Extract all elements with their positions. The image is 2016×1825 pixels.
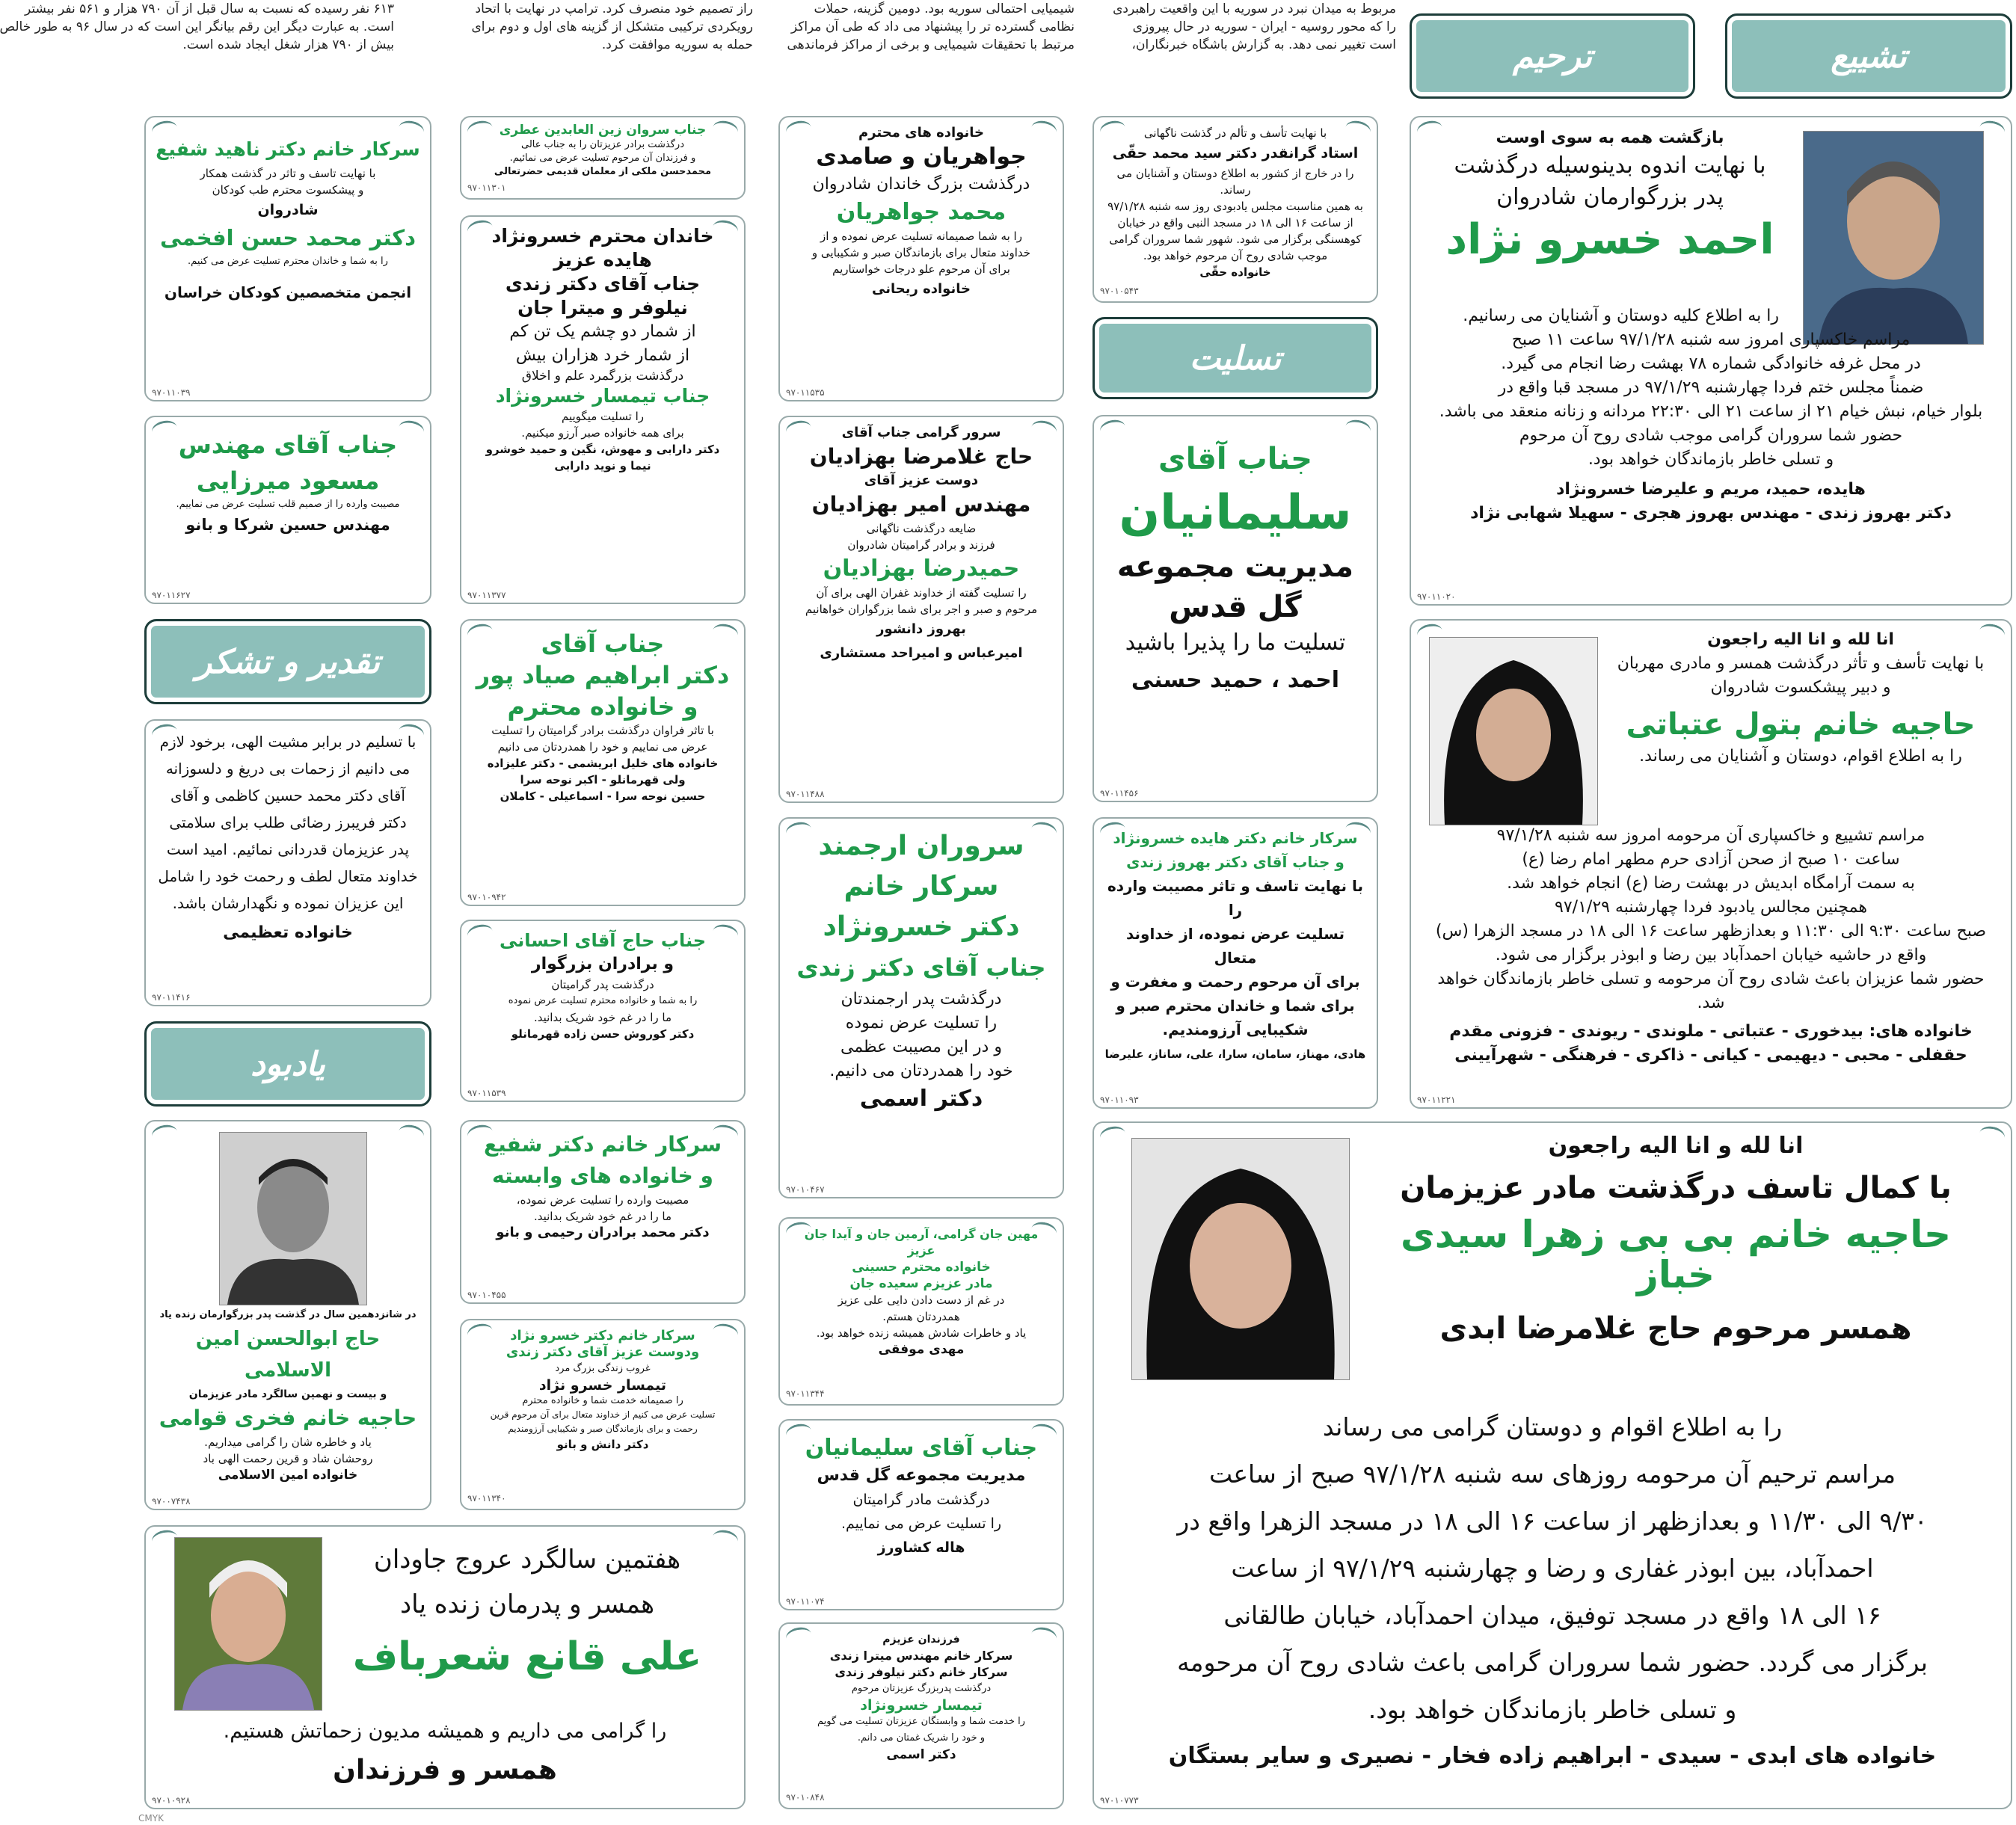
banner-tarhim: ترحیم	[1410, 13, 1695, 99]
text-line: و تسلی خاطر بازماندگان خواهد بود.	[1588, 450, 1834, 469]
news-column-1	[0, 0, 400, 75]
ad-amin	[144, 1120, 431, 1510]
ad-mahin	[778, 1217, 1064, 1406]
recipient-name: حاج غلامرضا بهزادیان	[809, 444, 1033, 469]
text-line: و جناب آقای دکتر بهروز زندی	[1126, 853, 1344, 871]
text-line: فرزند و برادر گرامیتان شادروان	[847, 538, 995, 552]
ad-soleimanian-small	[778, 1419, 1064, 1610]
deceased-name: حاج ابوالحسن امین الاسلامی	[195, 1328, 381, 1382]
signature: هایده، حمید، مریم و علیرضا خسرونژاد	[1556, 480, 1866, 499]
text-line: را تسلیت عرض نموده	[845, 1014, 998, 1032]
deceased-name: تیمسار خسرونژاد	[860, 1697, 983, 1714]
recipient-name: جناب آقای دکتر زندی	[796, 953, 1046, 982]
news-line: حمله به سوریه موافقت کرد.	[601, 37, 753, 52]
text-line: هفتمین سالگرد عروج جاودان	[373, 1545, 681, 1575]
text-line: و بیست و نهمین سالگرد مادر عزیزمان	[188, 1388, 387, 1400]
text-line: با نهایت تأسف و تألم در گذشت ناگهانی	[1143, 126, 1327, 140]
news-line: راز تصمیم خود منصرف کرد. ترامپ در نهایت با اتحاد	[475, 1, 753, 16]
banner-taghdir: تقدیر و تشکر	[144, 619, 431, 704]
text-line: با نهایت تاسف و تاثر در گذشت همکار	[200, 167, 376, 180]
news-line: است تغییر نمی دهد. به گزارش باشگاه خبرنگاران،	[1131, 37, 1396, 52]
recipient-name: جواهریان و صامدی	[816, 144, 1027, 170]
recipient-name: هایده عزیز	[553, 249, 652, 271]
ad-code: ۹۷۰۱۰۷۷۳	[1100, 1795, 1139, 1806]
text-line: درگذشت مادر گرامیتان	[852, 1492, 990, 1508]
ad-code: ۹۷۰۱۰۹۴۲	[467, 892, 506, 902]
text-line: واقع در حاشیه خیابان احمدآباد بین رضا و ابوذر برگزار می شود.	[1495, 946, 1927, 964]
text-line: درگذشت پدر ارجمندتان	[840, 990, 1002, 1009]
ad-behzadian	[778, 416, 1064, 803]
ad-code: ۹۷۰۱۱۰۹۳	[1100, 1095, 1139, 1105]
signature: احمد ، حمید حسنی	[1131, 667, 1340, 693]
text-line: سرکار خانم دکتر هایده خسرونژاد	[1113, 829, 1358, 847]
portrait-photo	[1429, 637, 1598, 825]
signature: امیرعباس و امیراحد مستشاری	[820, 645, 1023, 661]
text-line: را خدمت شما و وابستگان عزیزتان تسلیت می گویم	[817, 1716, 1025, 1727]
text-line: گل قدس	[1169, 590, 1302, 624]
news-line: نظامی گسترده تر را پیشنهاد می داد که طی آن مراکز	[790, 19, 1075, 34]
ad-arjmand	[778, 817, 1064, 1198]
recipient-name: خاندان محترم خسرونژاد	[491, 225, 714, 247]
signature: دکتر دانش و بانو	[556, 1438, 649, 1451]
text-line: را تسلیت عرض می نماییم.	[840, 1515, 1002, 1532]
text-line: درگذشت پدربزرگ عزیزتان مرحوم	[851, 1683, 992, 1694]
text-line: در غم از دست دادن دایی علی عزیز	[838, 1293, 1005, 1307]
text-line: درگذشت بزرگ خاندان شادروان	[812, 175, 1030, 194]
text-line: جناب آقای	[1158, 442, 1312, 476]
text-line: صبح ساعت ۹:۳۰ الی ۱۱:۳۰ و بعدازظهر ساعت ۱۶ الی ۱۸ در مسجد الزهرا (س)	[1435, 922, 1987, 941]
banner-tashyi: تشییع	[1725, 13, 2012, 99]
recipient-name: سرکار خانم	[843, 871, 999, 902]
text-line: همچنین مجالس یادبود فردا چهارشنبه ۹۷/۱/۲۹	[1555, 898, 1867, 917]
ad-farzandan	[778, 1622, 1064, 1809]
ad-khosronejad	[1410, 116, 2012, 606]
ad-code: ۹۷۰۱۱۳۴۴	[786, 1388, 825, 1399]
recipient-name: و خانواده محترم	[507, 692, 698, 721]
signature: دکتر کوروش حسن زاده قهرمانلو	[511, 1027, 695, 1041]
text-line: موجب شادی روح آن مرحوم خواهد بود.	[1143, 249, 1328, 262]
text-line: تسلیت ما را پذیرا باشید	[1125, 630, 1346, 656]
recipient-name: مهندس امیر بهزادیان	[811, 492, 1031, 517]
text-line: این عزیزان نموده و نگهدارشان باشد.	[172, 894, 404, 912]
signature: نیما و نوید دارابی	[554, 459, 651, 473]
ad-code: ۹۷۰۱۰۹۲۸	[152, 1795, 191, 1806]
text-line: خداوند متعال لطف و رحمت خود را شامل	[158, 867, 418, 885]
text-line: رحمت و برای بازماندگان صبر و شکیبایی آرزومندیم	[508, 1424, 698, 1434]
text-line: با نهایت اندوه بدینوسیله درگذشت	[1454, 153, 1766, 179]
text-line: مرحوم و صبر و اجر برای شما بزرگواران خواهانیم	[805, 603, 1038, 616]
ad-code: ۹۷۰۱۰۴۵۵	[467, 1290, 506, 1300]
text-line: مدیریت مجموعه	[1116, 550, 1354, 584]
ad-soleimanian-big	[1092, 415, 1378, 802]
recipient-name: سرکار خانم دکتر خسرو نژاد	[510, 1328, 695, 1344]
deceased-name: حاجیه خانم بی بی زهرا سیدی خباز	[1400, 1213, 1952, 1296]
text-line: در شانزدهمین سال در گذشت پدر بزرگوارمان زنده یاد	[159, 1309, 417, 1320]
heading: انا لله و انا الیه راجعون	[1548, 1133, 1804, 1159]
recipient-name: جناب حاج آقای احسانی	[499, 930, 707, 951]
ad-mirzaei	[144, 416, 431, 604]
text-line: را صمیمانه خدمت شما و خانواده محترم	[522, 1395, 683, 1406]
ad-code: ۹۷۰۱۰۸۴۸	[786, 1792, 825, 1803]
signature: ولی قهرمانلو - اکبر نوحه سرا	[520, 773, 686, 787]
text-line: را در خارج از کشور به اطلاع دوستان و آشنایان می رساند.	[1116, 167, 1354, 197]
heading: انا لله و انا الیه راجعون	[1707, 630, 1894, 649]
text-line: خداوند متعال برای بازماندگان صبر و شکیبایی و	[811, 246, 1031, 259]
text-line: دوست عزیز آقای	[864, 473, 979, 488]
text-line: مهین جان گرامی، آرمین جان و آیدا جان عزیز	[804, 1227, 1039, 1258]
signature: خانواده های ابدی - سیدی - ابراهیم زاده فخار - نصیری و سایر بستگان	[1168, 1743, 1937, 1769]
text-line: را گرامی می داریم و همیشه مدیون زحماتش هستیم.	[223, 1720, 667, 1743]
text-line: برای همه خانواده صبر آرزو میکنیم.	[521, 426, 684, 440]
news-line: را که محور روسیه - ایران - سوریه در حال پیروزی	[1132, 19, 1396, 34]
ad-code: ۹۷۰۱۱۰۳۹	[152, 387, 191, 398]
text-line: را به اطلاع اقوام و دوستان گرامی می رساند	[1322, 1412, 1783, 1441]
signature: حقفلی - محبی - دیهیمی - کیانی - ذاکری - فرهنگی - شهرآیینی	[1454, 1046, 1967, 1065]
text-line: کوهسنگی برگزار می شود. شهور شما سروران گرامی	[1109, 233, 1362, 246]
ad-code: ۹۷۰۰۷۴۳۸	[152, 1496, 191, 1507]
text-line: همسر و پدرمان زنده یاد	[399, 1589, 655, 1619]
banner-tasliat: تسلیت	[1092, 317, 1378, 399]
text-line: درگذشت پدر گرامیتان	[551, 978, 654, 991]
text-line: خانواده های محترم	[858, 125, 984, 141]
recipient-name: مسعود میرزایی	[196, 467, 380, 495]
text-line: را به شما و خاندان محترم تسلیت عرض می کنیم.	[188, 256, 388, 267]
signature: مهدی موفقی	[878, 1342, 965, 1357]
ad-atri	[460, 116, 746, 200]
text-line: درگذشت بزرگمرد علم و اخلاق	[521, 369, 684, 384]
signature: هاله کشاورز	[877, 1539, 965, 1556]
recipient-name: دکتر خسرونژاد	[823, 911, 1020, 942]
text-line: غروب زندگی بزرگ مرد	[555, 1363, 651, 1374]
ad-code: ۹۷۰۱۱۳۷۷	[467, 590, 506, 600]
ad-sayyadpour	[460, 619, 746, 906]
signature: خانواده امین الاسلامی	[218, 1468, 358, 1483]
text-line: شادروان	[257, 202, 319, 218]
signature: خانواده ریحانی	[872, 281, 971, 297]
text-line: ضمناً مجلس ختم فردا چهارشنبه ۹۷/۱/۲۹ در مسجد قبا واقع در	[1498, 378, 1924, 397]
recipient-name: جناب آقای مهندس	[178, 431, 398, 459]
recipient-name: سلیمانیان	[1119, 485, 1352, 541]
signature: دکتر بهروز زندی - مهندس بهروز هجری - سهیلا شهابی نژاد	[1470, 504, 1952, 523]
news-line: مرتبط با تحقیقات شیمیایی و برخی از مراکز فرماندهی	[787, 37, 1075, 52]
deceased-name: دکتر محمد حسن افخمی	[159, 225, 417, 250]
text-line: تسلیت عرض نموده، از خداوند متعال	[1125, 925, 1345, 967]
signature: دکتر اسمی	[886, 1747, 956, 1762]
signature: محمدحسن ملکی از معلمان قدیمی حضرتعالی	[494, 166, 712, 177]
recipient-name: و برادران بزرگوار	[531, 955, 674, 973]
text-line: مراسم ترحیم آن مرحومه روزهای سه شنبه ۹۷/۱/۲۸ صبح از ساعت	[1208, 1459, 1896, 1489]
portrait-photo	[219, 1132, 367, 1305]
ad-code: ۹۷۰۱۱۰۲۰	[1417, 591, 1456, 602]
text-line: ۹/۳۰ الی ۱۱/۳۰ و بعدازظهر از ساعت ۱۶ الی ۱۸ در مسجد الزهرا واقع در	[1177, 1507, 1928, 1536]
news-line: شیمیایی احتمالی سوریه بود. دومین گزینه، حملات	[814, 1, 1075, 16]
text-line: ما را در غم خود شریک بدانید.	[533, 1210, 672, 1223]
signature: خانواده های خلیل ابریشمی - دکتر علیزاده	[487, 757, 719, 770]
signature: خانواده تعظیمی	[223, 923, 353, 942]
recipient-name: دکتر ابراهیم صیاد پور	[476, 661, 730, 689]
deceased-name: حاجیه خانم فخری قوامی	[159, 1406, 417, 1430]
text-line: و فرزندان آن مرحوم تسلیت عرض می نمائیم.	[509, 153, 696, 164]
text-line: ضایعه درگذشت ناگهانی	[866, 522, 977, 535]
print-mark: CMYK	[138, 1813, 164, 1824]
ad-code: ۹۷۰۱۰۵۴۳	[1100, 286, 1139, 296]
text-line: در محل غرفه خانوادگی شماره ۷۸ بهشت رضا انجام می گیرد.	[1501, 354, 1921, 373]
ad-darabi	[460, 215, 746, 604]
ad-code: ۹۷۰۱۱۴۸۸	[786, 789, 825, 799]
portrait-photo	[1131, 1138, 1350, 1380]
recipient-name: جناب آقای	[541, 630, 665, 658]
news-line: رویکردی ترکیبی متشکل از گزینه های اول و دوم برای	[471, 19, 753, 34]
text-line: و خود را شریک غمتان می دانم.	[857, 1732, 986, 1744]
signature: حسین نوحه سرا - اسماعیلی - کاملان	[500, 790, 706, 803]
ad-ehsani	[460, 920, 746, 1102]
text-line: و در این مصیبت عظمی	[840, 1038, 1002, 1056]
ad-shafie-vabaste	[460, 1120, 746, 1304]
text-line: ما را در غم خود شریک بدانید.	[533, 1011, 672, 1024]
text-line: همدردتان هستم.	[882, 1310, 960, 1323]
ad-code: ۹۷۰۱۱۰۷۴	[786, 1596, 825, 1607]
news-line: بیش از ۷۹۰ هزار شغل ایجاد شده است.	[182, 37, 394, 52]
signature: همسر و فرزندان	[333, 1755, 557, 1785]
recipient-name: نیلوفر و میترا جان	[517, 297, 688, 318]
ad-hagh	[1092, 116, 1378, 303]
text-line: دکتر فریبرز رضائی طلب برای سلامتی	[169, 813, 407, 831]
signature: خانواده های: بیدخوری - عتباتی - ملوندی - ریوندی - فزونی مقدم	[1449, 1022, 1973, 1041]
text-line: ساعت ۱۰ صبح از صحن آزادی حرم مطهر امام رضا (ع)	[1522, 850, 1900, 869]
text-line: شکیبایی آرزومندیم.	[1162, 1021, 1309, 1038]
text-line: و پیشکسوت محترم طب کودکان	[212, 183, 364, 197]
text-line: را تسلیت میگوییم	[561, 410, 644, 423]
text-line: را تسلیت گفته از خداوند غفران الهی برای آن	[816, 586, 1027, 600]
portrait-photo	[174, 1537, 322, 1711]
text-line: با کمال تاسف درگذشت مادر عزیزمان	[1400, 1171, 1952, 1205]
text-line: مراسم خاکسپاری امروز سه شنبه ۹۷/۱/۲۸ ساعت ۱۱ صبح	[1511, 330, 1911, 349]
text-line: با تاثر فراوان درگذشت برادر گرامیتان را تسلیت	[491, 724, 714, 737]
signature: انجمن متخصصین کودکان خراسان	[164, 283, 412, 301]
text-line: را به اطلاع کلیه دوستان و آشنایان می رسانیم.	[1463, 307, 1779, 325]
ad-code: ۹۷۰۱۱۵۳۵	[786, 387, 825, 398]
text-line: خود را همدردتان می دانیم.	[829, 1062, 1013, 1080]
signature: دکتر محمد برادران رحیمی و بانو	[496, 1225, 710, 1240]
signature: بهروز دانشور	[876, 621, 966, 637]
signature: هادی، مهناز، سامان، سارا، علی، ساناز، علیرضا	[1104, 1047, 1366, 1061]
recipient-name: جناب آقای دکتر زندی	[505, 273, 701, 295]
text-line: جناب سروان زین العابدین عطری	[499, 123, 707, 138]
recipient-name: ودوست عزیز آقای دکتر زندی	[505, 1344, 700, 1360]
banner-yadbood: یادبود	[144, 1021, 431, 1107]
text-line: و تسلی خاطر بازماندگان خواهد بود.	[1368, 1695, 1737, 1724]
deceased-name: محمد جواهریان	[836, 199, 1007, 225]
ad-code: ۹۷۰۱۱۴۱۶	[152, 992, 191, 1003]
ad-abedi	[1092, 1121, 2012, 1809]
deceased-name: تیمسار خسرو نژاد	[538, 1377, 667, 1394]
text-line: با تسلیم در برابر مشیت الهی، برخود لازم	[159, 733, 417, 751]
deceased-name: علی قانع شعرباف	[352, 1634, 702, 1679]
text-line: مدیریت مجموعه گل قدس	[817, 1466, 1026, 1485]
text-line: حضور شما سروران گرامی موجب شادی روح آن مرحوم	[1519, 426, 1903, 445]
text-line: فرزندان عزیزم	[882, 1634, 960, 1646]
heading: بازگشت همه به سوی اوست	[1496, 129, 1724, 147]
deceased-name: حاجیه خانم بتول عتباتی	[1626, 707, 1976, 742]
text-line: پدر عزیزمان قدردانی نمائیم. امید است	[166, 840, 410, 858]
ad-haydeh	[1092, 817, 1378, 1109]
text-line: با نهایت تأسف و تأثر درگذشت همسر و مادری مهربان	[1617, 654, 1985, 673]
ad-code: ۹۷۰۱۱۳۴۰	[467, 1493, 506, 1504]
text-line: سرکار خانم مهندس میترا زندی	[829, 1649, 1013, 1663]
text-line: مراسم تشییع و خاکسپاری آن مرحومه امروز سه شنبه ۹۷/۱/۲۸	[1496, 826, 1926, 845]
text-line: همسر مرحوم حاج غلامرضا ابدی	[1439, 1311, 1912, 1346]
text-line: با نهایت تاسف و تاثر مصیبت وارده را	[1107, 877, 1364, 919]
text-line: احمدآباد، بین ابوذر غفاری و رضا و چهارشنبه ۹۷/۱/۲۹ از ساعت	[1231, 1554, 1874, 1583]
news-column-3	[777, 0, 1081, 75]
text-line: استاد گرانقدر دکتر سید محمد حقّی	[1112, 145, 1359, 161]
text-line: ۱۶ الی ۱۸ واقع در مسجد توفیق، میدان احمدآباد، خیابان طالقانی	[1223, 1601, 1881, 1630]
text-line: از ساعت ۱۶ الی ۱۸ در مسجد النبی واقع در خیابان	[1117, 216, 1353, 230]
text-line: از شمار دو چشم یک تن کم	[509, 322, 696, 341]
ad-afkhami	[144, 116, 431, 401]
ad-javaherian	[778, 116, 1064, 401]
text-line: روحشان شاد و قرین رحمت الهی باد	[203, 1452, 373, 1465]
text-line: بلوار خیام، نبش خیام ۲۱ از ساعت ۲۱ الی ۲۲:۳۰ مردانه و زنانه منعقد می باشد.	[1439, 402, 1983, 421]
recipient-name: و خانواده های وابسته	[492, 1163, 713, 1188]
text-line: پدر بزرگوارمان شادروان	[1496, 184, 1724, 210]
text-line: تسلیت عرض می کنیم از خداوند متعال برای آن مرحوم قرین	[490, 1409, 716, 1420]
ad-code: ۹۷۰۱۱۴۵۶	[1100, 788, 1139, 798]
text-line: آقای دکتر محمد حسین کاظمی و آقای	[170, 787, 405, 804]
ad-code: ۹۷۰۱۰۴۶۷	[786, 1184, 825, 1195]
text-line: به سمت آرامگاه ابدیش در بهشت رضا (ع) انجام خواهد شد.	[1507, 874, 1915, 893]
text-line: برای آن مرحوم علو درجات خواستاریم	[832, 262, 1010, 276]
text-line: سرکار خانم دکتر نیلوفر زندی	[835, 1665, 1008, 1679]
ad-taghdir	[144, 719, 431, 1006]
ad-code: ۹۷۰۱۱۲۲۱	[1417, 1095, 1456, 1105]
ad-sharbaf	[144, 1525, 746, 1809]
news-line: ۶۱۳ نفر رسیده که نسبت به سال قبل از آن ۷۹۰ هزار و ۵۶۱ نفر بیشتر	[25, 1, 394, 16]
text-line: مصیبت وارده را از صمیم قلب تسلیت عرض می نماییم.	[176, 499, 400, 510]
text-line: را به شما و خانواده محترم تسلیت عرض نموده	[508, 995, 698, 1006]
text-line: برای آن مرحوم رحمت و مغفرت و	[1110, 973, 1360, 991]
recipient-name: سرکار خانم دکتر شفیع	[483, 1132, 722, 1157]
text-line: و دبیر پیشکسوت شادروان	[1710, 678, 1891, 697]
news-column-2	[471, 0, 759, 75]
signature: خانواده حقّی	[1199, 265, 1271, 279]
recipient-name: سروران ارجمند	[818, 831, 1024, 861]
ad-code: ۹۷۰۱۱۶۲۷	[152, 590, 191, 600]
deceased-name: جناب تیمسار خسرونژاد	[495, 385, 710, 407]
text-line: مادر عزیزم سعیده جان	[849, 1276, 993, 1291]
text-line: یاد و خاطرات شادش همیشه زنده خواهد بود.	[816, 1326, 1027, 1340]
text-line: عرض می نماییم و خود را همدردتان می دانیم	[497, 740, 708, 754]
text-line: درگذشت برادر عزیزتان را به جناب عالی	[521, 139, 684, 150]
deceased-name: حمیدرضا بهزادیان	[823, 555, 1020, 582]
signature: مهندس حسین شرکا و بانو	[185, 516, 390, 534]
signature: دکتر دارابی و مهوش، نگین و حمید خوشرو	[485, 443, 720, 456]
news-line: است. به عبارت دیگر این رقم بیانگر این است که در سال ۹۶ به طور خالص	[0, 19, 394, 34]
text-line: می دانیم از زحمات بی دریغ و دلسوزانه	[165, 760, 411, 778]
text-line: سرور گرامی جناب آقای	[841, 425, 1001, 440]
signature: دکتر اسمی	[859, 1086, 983, 1112]
text-line: برگزار می گردد. حضور شما سروران گرامی باعث شادی روح آن مرحومه	[1177, 1648, 1928, 1677]
text-line: خانواده محترم حسینی	[852, 1260, 991, 1275]
recipient-name: سرکار خانم دکتر ناهید شفیع	[156, 138, 420, 160]
ad-code: ۹۷۰۱۱۵۳۹	[467, 1088, 506, 1098]
deceased-name: احمد خسرو نژاد	[1445, 215, 1774, 264]
text-line: از شمار خرد هزاران بیش	[515, 346, 690, 365]
text-line: برای شما و خاندان محترم صبر و	[1116, 997, 1355, 1015]
ad-zandi	[460, 1319, 746, 1510]
text-line: یاد و خاطره شان را گرامی میداریم.	[204, 1435, 372, 1449]
text-line: مصیبت وارده را تسلیت عرض نموده،	[516, 1193, 689, 1207]
ad-code: ۹۷۰۱۱۳۰۱	[467, 182, 506, 193]
text-line: را به اطلاع اقوام، دوستان و آشنایان می رساند.	[1639, 747, 1962, 766]
news-line: مربوط به میدان نبرد در سوریه با این واقعیت راهبردی	[1113, 1, 1396, 16]
recipient-name: جناب آقای سلیمانیان	[805, 1435, 1038, 1461]
text-line: حضور شما عزیزان باعث شادی روح آن مرحومه و تسلی خاطر بازماندگان خواهد شد.	[1437, 970, 1985, 1012]
text-line: به همین مناسبت مجلس یادبودی روز سه شنبه ۹۷/۱/۲۸	[1107, 200, 1363, 213]
text-line: را به شما صمیمانه تسلیت عرض نموده و از	[820, 230, 1022, 243]
news-column-4	[1098, 0, 1402, 75]
ad-etebati	[1410, 619, 2012, 1109]
